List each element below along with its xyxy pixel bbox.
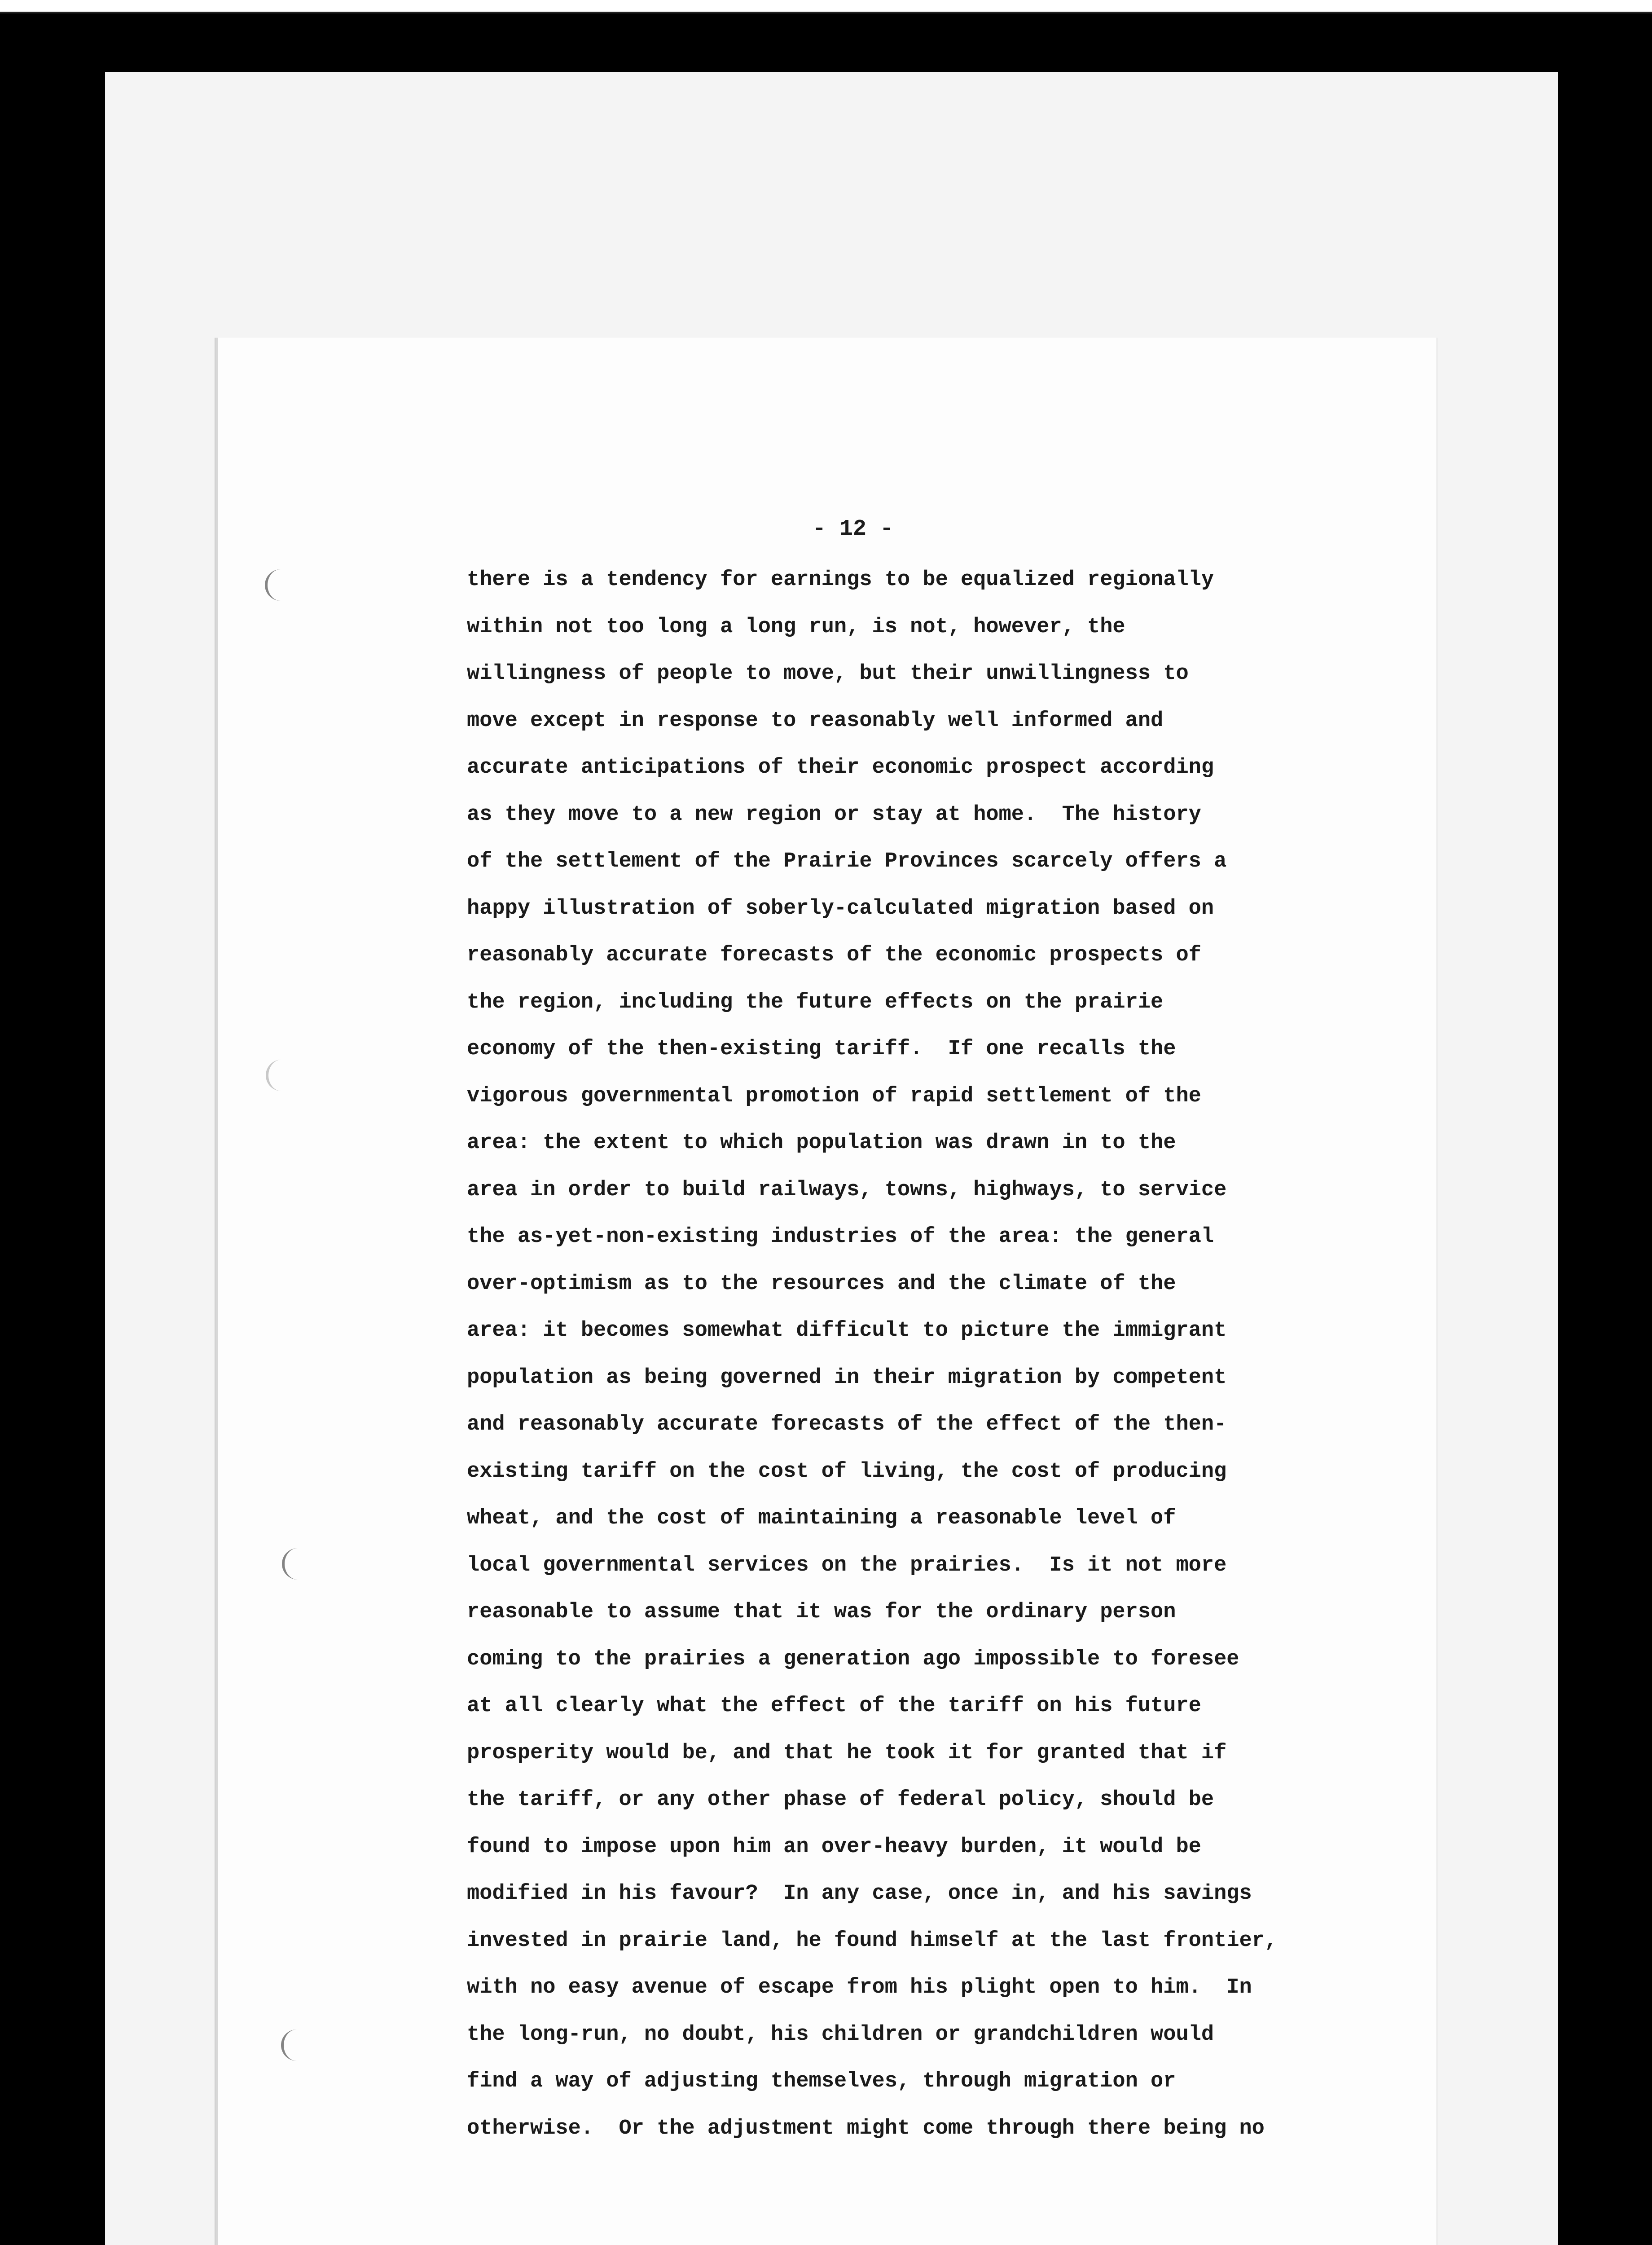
text-line: the as-yet-non-existing industries of the area: the general <box>467 1225 1214 1249</box>
text-line: at all clearly what the effect of the tariff on his future <box>467 1694 1201 1718</box>
body-text <box>467 557 1410 2152</box>
text-line: vigorous governmental promotion of rapid settlement of the <box>467 1084 1201 1108</box>
text-line: otherwise. Or the adjustment might come through there being no <box>467 2116 1265 2140</box>
text-line: willingness of people to move, but their unwillingness to <box>467 662 1189 686</box>
text-line: wheat, and the cost of maintaining a reasonable level of <box>467 1506 1176 1530</box>
page-edge <box>215 338 218 2245</box>
text-line: accurate anticipations of their economic prospect according <box>467 756 1214 779</box>
text-line: existing tariff on the cost of living, the cost of producing <box>467 1459 1227 1483</box>
text-line: over-optimism as to the resources and the climate of the <box>467 1272 1176 1296</box>
text-line: invested in prairie land, he found himself at the last frontier, <box>467 1928 1278 1953</box>
text-line: population as being governed in their migration by competent <box>467 1365 1227 1390</box>
text-line: happy illustration of soberly-calculated migration based on <box>467 896 1214 920</box>
text-line: area: it becomes somewhat difficult to picture the immigrant <box>467 1319 1227 1343</box>
text-line: coming to the prairies a generation ago impossible to foresee <box>467 1647 1239 1671</box>
text-line: prosperity would be, and that he took it for granted that if <box>467 1741 1227 1765</box>
text-line: the long-run, no doubt, his children or grandchildren would <box>467 2022 1214 2047</box>
text-line: of the settlement of the Prairie Provinces scarcely offers a <box>467 850 1227 873</box>
text-line: modified in his favour? In any case, once in, and his savings <box>467 1882 1252 1906</box>
text-line: area: the extent to which population was drawn in to the <box>467 1131 1176 1155</box>
text-line: the tariff, or any other phase of federal policy, should be <box>467 1788 1214 1812</box>
text-line: within not too long a long run, is not, however, the <box>467 615 1125 639</box>
text-line: found to impose upon him an over-heavy burden, it would be <box>467 1835 1201 1859</box>
text-line: economy of the then-existing tariff. If one recalls the <box>467 1037 1176 1061</box>
text-line: the region, including the future effects on the prairie <box>467 990 1164 1014</box>
text-line: find a way of adjusting themselves, through migration or <box>467 2069 1176 2093</box>
text-line: with no easy avenue of escape from his plight open to him. In <box>467 1976 1252 1999</box>
page-number: - 12 - <box>812 516 894 542</box>
text-line: reasonable to assume that it was for the ordinary person <box>467 1600 1176 1624</box>
text-line: as they move to a new region or stay at home. The history <box>467 802 1201 827</box>
film-top-edge <box>0 0 1652 13</box>
text-line: reasonably accurate forecasts of the economic prospects of <box>467 943 1201 967</box>
text-line: area in order to build railways, towns, highways, to service <box>467 1178 1227 1202</box>
text-line: move except in response to reasonably well informed and <box>467 709 1164 733</box>
text-line: and reasonably accurate forecasts of the effect of the then- <box>467 1413 1227 1436</box>
text-line: local governmental services on the prairies. Is it not more <box>467 1553 1227 1577</box>
text-line: there is a tendency for earnings to be equalized regionally <box>467 568 1214 592</box>
